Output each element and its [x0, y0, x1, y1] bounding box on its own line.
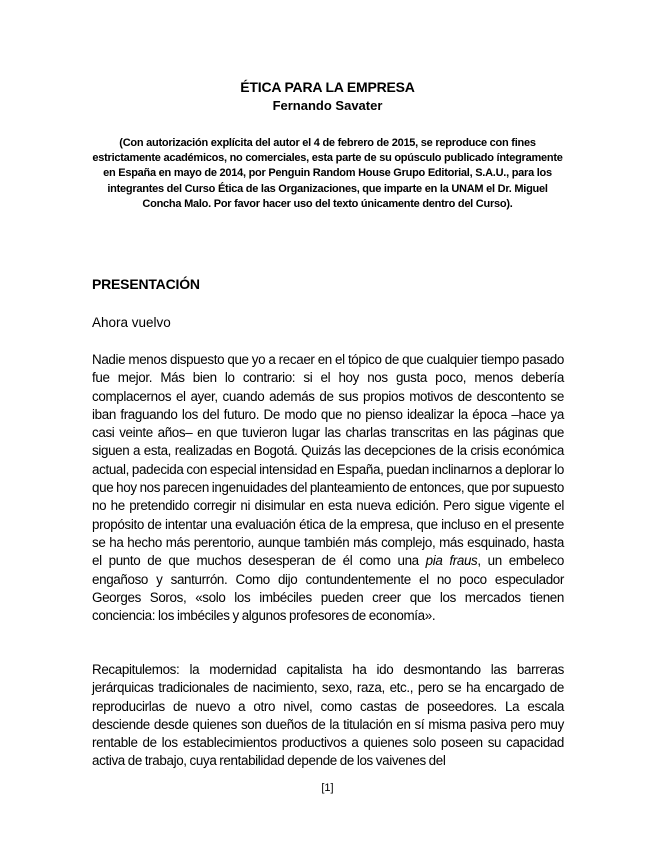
permission-note: (Con autorización explícita del autor el 4 de febrero de 2015, se reproduce con fines estrictamente académicos, no comerciales, esta parte de su opúsculo publicado íntegramente en España en mayo de 2014, por Penguin Random House Grupo Editorial, S.A.U., para los integrantes del Curso Ética de las Organizaciones, que imparte en la UNAM el Dr. Miguel Concha Malo. Por favor hacer uso del texto únicamente dentro del Curso).: [92, 137, 563, 210]
subheading: Ahora vuelvo: [92, 315, 171, 330]
paragraph-1-text-start: Nadie menos dispuesto que yo a recaer en el tópico de que cualquier tiempo pasado fue mejor. Más bien lo contrario: si el hoy nos gusta poco, menos debería complacernos el ayer, cuando además de sus propios motivos de descontento se iban fraguando los del futuro. De modo que no pienso idealizar la época –hace ya casi veinte años– en que tuvieron lugar las charlas transcritas en las páginas que siguen a esta, realizadas en Bogotá. Quizás las decepciones de la crisis económica actual, padecida con especial intensidad en España, puedan inclinarnos a deplorar lo que hoy nos parecen ingenuidades del planteamiento de entonces, que por supuesto no he pretendido corregir ni disimular en esta nueva edición. Pero sigue vigente el propósito de intentar una evaluación ética de la empresa, que incluso en el presente se ha hecho más perentorio, aunque también más complejo, más esquinado, hasta el punto de que muchos desesperan de él como una: [92, 352, 565, 569]
paragraph-1-italic-phrase: pia fraus: [425, 553, 478, 569]
body-paragraph-2: Recapitulemos: la modernidad capitalista ha ido desmontando las barreras jerárquicas tradicionales de nacimiento, sexo, raza, etc., pero se ha encargado de reproducirlas de nuevo a otro nivel, como castas de poseedores. La escala desciende desde quienes son dueños de la titulación en sí misma pasiva pero muy rentable de los establecimientos productivos a quienes solo poseen su capacidad activa de trabajo, cuya rentabilidad depende de los vaivenes del: [92, 662, 564, 769]
author-name: Fernando Savater: [272, 98, 383, 113]
section-title: PRESENTACIÓN: [92, 276, 200, 292]
page-number: [1]: [321, 782, 334, 794]
paragraph-1-text-end: , un embeleco engañoso y santurrón. Como dijo contundentemente el no poco especulador Georges Soros, «solo los imbéciles pueden creer que los mercados tienen conciencia: los imbéciles y algunos profesores de economía».: [92, 553, 564, 624]
document-title: ÉTICA PARA LA EMPRESA: [240, 79, 415, 95]
body-paragraph-1: [92, 351, 564, 625]
